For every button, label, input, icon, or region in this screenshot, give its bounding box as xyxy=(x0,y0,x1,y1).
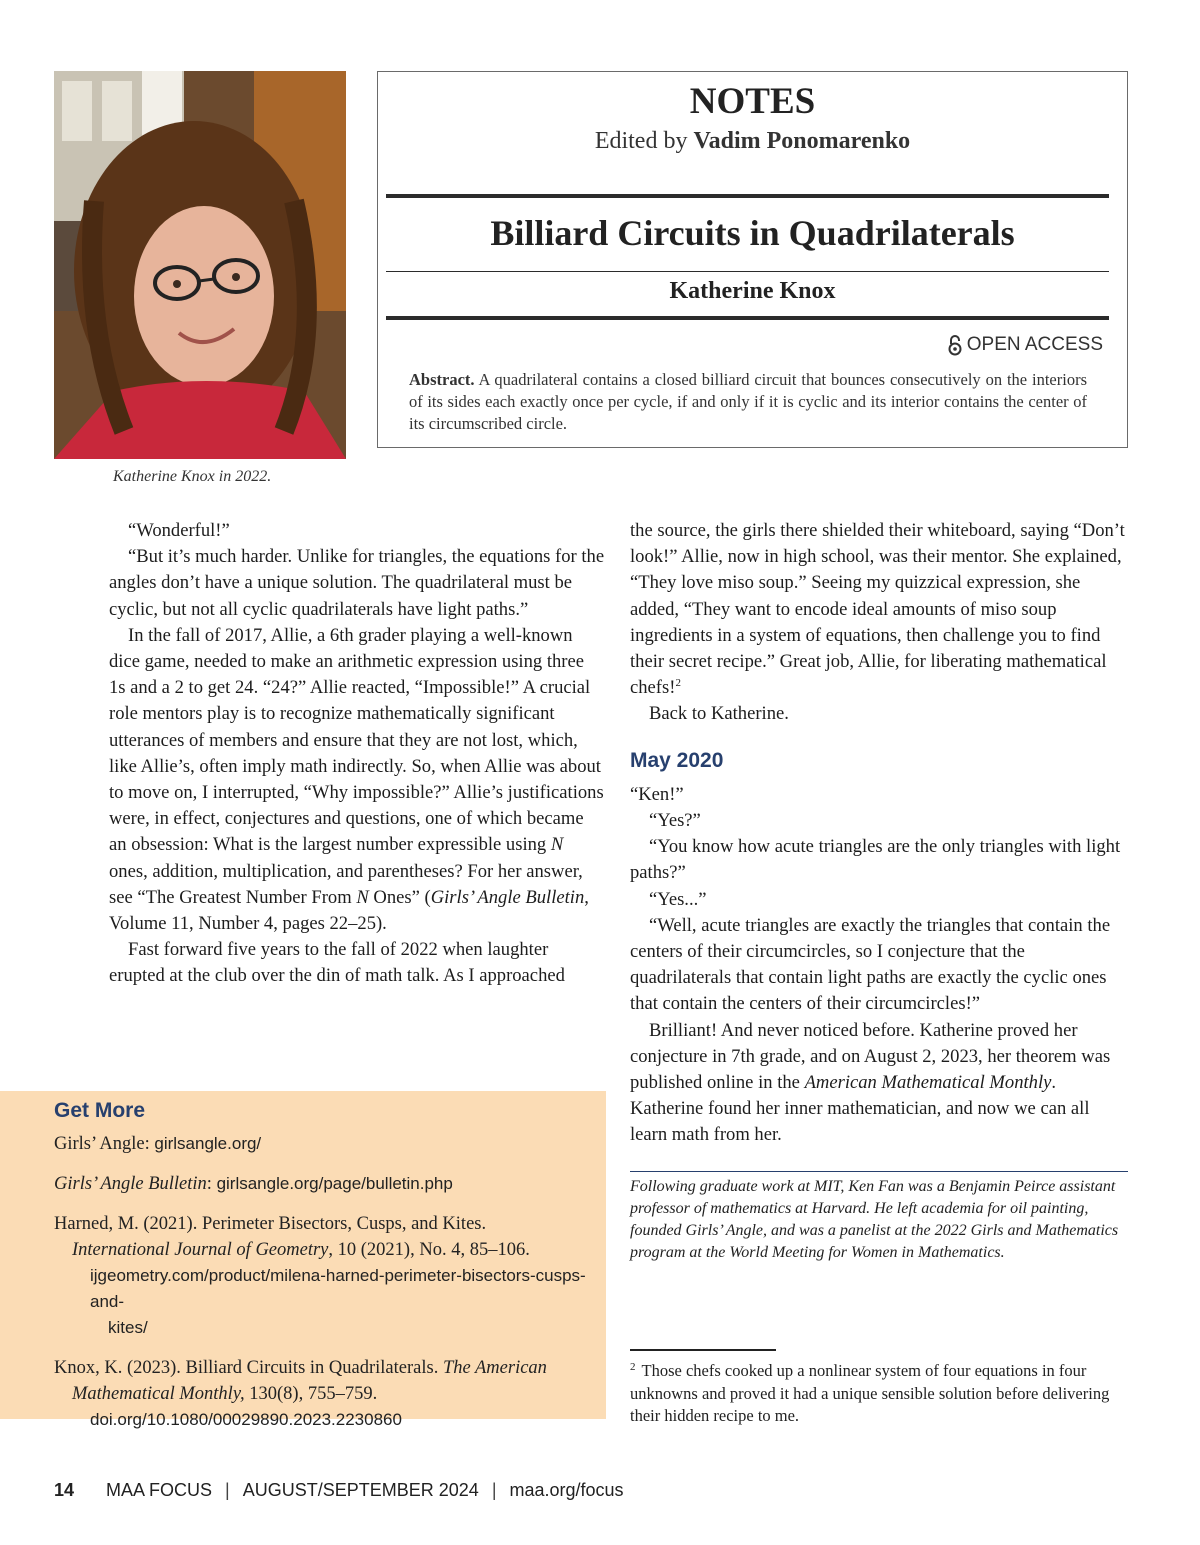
issue-date: AUGUST/SEPTEMBER 2024 xyxy=(242,1480,479,1500)
text-run: In the fall of 2017, Allie, a 6th grader playing a well-known dice game, needed to make an arithmetic expression using three 1s and a 2 to get 24. “24?” Allie reacted, “Impossible!” A crucial role mentors play is to recognize mathematically significant utterances of members and ensure that they are not lost, which, like Allie’s, often imply math indirectly. So, when Allie was about to move on, I interrupted, “Why impossible?” Allie’s justifications were, in effect, conjectures and questions, one of which became an obsession: What is the largest number expressible using xyxy=(109,624,604,856)
text-run: Brilliant! And never noticed before. Katherine proved her conjecture in 7th grade, and on August 2, 2023, her theorem was published online in the xyxy=(630,1019,1111,1094)
text-run: , Volume 11, Number 4, pages 22–25). xyxy=(109,886,589,935)
math-var: N xyxy=(356,886,369,908)
footer-separator: | xyxy=(225,1480,230,1500)
reference-entry xyxy=(54,1355,588,1433)
header-rule-thin xyxy=(386,271,1109,272)
reference-entry xyxy=(54,1211,588,1341)
notes-editor xyxy=(378,128,1127,155)
resource-link[interactable]: girlsangle.org/ xyxy=(154,1134,262,1153)
text-run: Ones” ( xyxy=(373,886,431,908)
dialogue-line: “Yes...” xyxy=(649,888,707,910)
article-header-box xyxy=(377,71,1128,448)
resource-line xyxy=(54,1131,588,1157)
footnote-text: Those chefs cooked up a nonlinear system of four equations in four unknowns and proved it had a unique sensible solution before delivering their hidden recipe to me. xyxy=(630,1361,1110,1425)
right-column xyxy=(630,518,1128,1149)
footnote-number: 2 xyxy=(630,1360,636,1373)
journal-name: Girls’ Angle Bulletin xyxy=(430,886,585,908)
dialogue-line: “Well, acute triangles are exactly the triangles that contain the centers of their circumcircles, so I conjecture that the quadrilaterals that contain light paths are exactly the cyclic ones that contain the centers of their circumcircles!” xyxy=(630,914,1111,1015)
paragraph xyxy=(630,518,1128,701)
footnote xyxy=(630,1360,1128,1428)
footer-link[interactable]: maa.org/focus xyxy=(509,1480,624,1500)
paragraph: Back to Katherine. xyxy=(649,703,789,725)
text-run: ones, addition, multiplication, and parentheses? For her answer, see “The Greatest Number From xyxy=(109,860,583,908)
text-run: the source, the girls there shielded their whiteboard, saying “Don’t look!” Allie, now in high school, was their mentor. She explained, “They love miso soup.” Seeing my quizzical expression, she added, “They want to encode ideal amounts of miso soup ingredients in a system of equations, then challenge you to find their secret recipe.” Great job, Allie, for liberating mathematical chefs! xyxy=(630,520,1125,699)
editor-prefix: Edited by xyxy=(594,128,688,154)
reference-link[interactable]: doi.org/10.1080/00029890.2023.2230860 xyxy=(90,1410,402,1429)
journal-name: American Mathematical Monthly xyxy=(804,1072,1052,1094)
photo-caption: Katherine Knox in 2022. xyxy=(113,468,272,485)
editor-name: Vadim Ponomarenko xyxy=(693,128,911,154)
get-more-box xyxy=(0,1091,606,1429)
resource-label: Girls’ Angle Bulletin xyxy=(54,1174,207,1194)
journal-name: The American Mathematical Monthly, xyxy=(72,1358,547,1404)
section-heading: May 2020 xyxy=(630,748,724,772)
left-column xyxy=(109,518,605,990)
magazine-name: MAA FOCUS xyxy=(106,1480,213,1500)
paragraph: Fast forward five years to the fall of 2022 when laughter erupted at the club over the din of math talk. As I approached xyxy=(109,939,565,987)
abstract-label: Abstract. xyxy=(409,370,475,389)
paper-title: Billiard Circuits in Quadrilaterals xyxy=(490,213,1015,253)
paragraph: “Wonderful!” xyxy=(128,520,230,541)
bio-divider xyxy=(630,1171,1128,1172)
reference-link[interactable]: ijgeometry.com/product/milena-harned-perimeter-bisectors-cusps-and- xyxy=(90,1266,586,1311)
text-run: , 10 (2021), No. 4, 85–106. xyxy=(328,1240,530,1260)
text-run: . Katherine found her inner mathematician, and now we can all learn math from her. xyxy=(630,1072,1090,1146)
journal-name: International Journal of Geometry xyxy=(72,1240,329,1260)
math-var: N xyxy=(550,834,564,856)
resource-line xyxy=(54,1171,588,1197)
resource-link[interactable]: girlsangle.org/page/bulletin.php xyxy=(216,1174,453,1193)
abstract xyxy=(409,369,1087,435)
open-lock-icon xyxy=(948,335,962,356)
page-footer xyxy=(54,1480,624,1501)
page-number: 14 xyxy=(54,1480,75,1500)
dialogue-line: “Yes?” xyxy=(649,810,701,832)
dialogue-line: “You know how acute triangles are the only triangles with light paths?” xyxy=(630,836,1121,884)
text-run: 130(8), 755–759. xyxy=(249,1384,378,1404)
reference-link[interactable]: kites/ xyxy=(108,1318,148,1337)
author-bio: Following graduate work at MIT, Ken Fan was a Benjamin Peirce assistant professor of mathematics at Harvard. He left academia for oil painting, founded Girls’ Angle, and was a panelist at the 2022 Girls and Mathematics program at the World Meeting for Women in Mathematics. xyxy=(630,1178,1119,1261)
paragraph xyxy=(630,1018,1128,1149)
colon: : xyxy=(206,1174,212,1194)
open-access-badge[interactable] xyxy=(948,334,1103,356)
footer-separator: | xyxy=(491,1480,497,1500)
text-run: Harned, M. (2021). Perimeter Bisectors, Cusps, and Kites. xyxy=(54,1214,487,1234)
footnote-ref[interactable]: 2 xyxy=(675,677,681,690)
notes-header: NOTES xyxy=(689,81,816,122)
get-more-heading: Get More xyxy=(54,1099,146,1122)
abstract-text: A quadrilateral contains a closed billiard circuit that bounces consecutively on the interiors of its sides each exactly once per cycle, if and only if it is cyclic and its interior contains the center of its circumscribed circle. xyxy=(409,370,1087,433)
resource-label: Girls’ Angle: xyxy=(54,1134,150,1154)
paragraph: “But it’s much harder. Unlike for triangles, the equations for the angles don’t have a unique solution. The quadrilateral must be cyclic, but not all cyclic quadrilaterals have light paths.” xyxy=(109,546,605,620)
footnote-divider xyxy=(630,1349,776,1351)
dialogue-line: “Ken!” xyxy=(630,783,684,805)
author-photo xyxy=(54,71,346,459)
header-rule-thick xyxy=(386,194,1109,198)
open-access-label: OPEN ACCESS xyxy=(966,334,1103,355)
paragraph xyxy=(109,623,605,937)
paper-author: Katherine Knox xyxy=(669,278,836,304)
text-run: Knox, K. (2023). Billiard Circuits in Quadrilaterals. xyxy=(54,1358,439,1378)
header-rule-thick-2 xyxy=(386,316,1109,320)
